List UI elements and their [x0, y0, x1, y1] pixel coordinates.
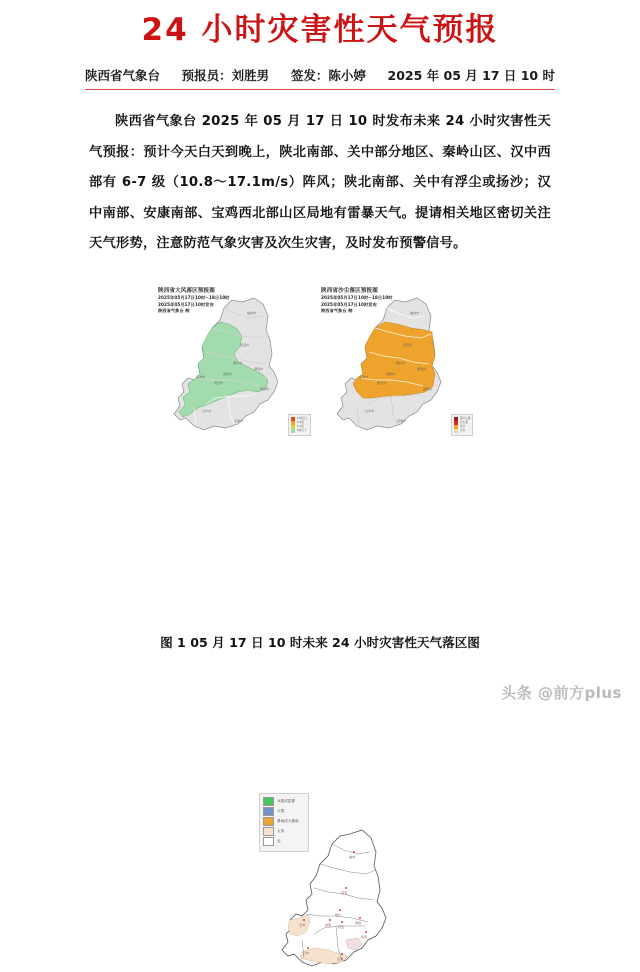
issuing-office: 陕西省气象台	[85, 68, 161, 83]
svg-text:商洛: 商洛	[361, 934, 368, 939]
city-label: 咸阳市	[386, 371, 396, 376]
city-label: 咸阳市	[223, 371, 233, 376]
dust-map-title-text: 陕西省沙尘落区预报图	[321, 287, 378, 294]
issue-datetime: 2025 年 05 月 17 日 10 时	[387, 68, 555, 83]
city-label: 西安市	[377, 380, 387, 385]
city-label: 榆林市	[247, 310, 257, 315]
city-label: 宝鸡市	[196, 374, 206, 379]
legend-label: 冰雹或雷暴	[277, 799, 295, 803]
dust-map-graphic	[313, 274, 473, 474]
dust-forecast-map	[313, 274, 473, 474]
legend-swatch	[263, 807, 274, 816]
city-label: 西安市	[214, 380, 224, 385]
legend-label: 浮尘	[460, 428, 466, 432]
svg-text:延安: 延安	[341, 890, 348, 895]
svg-text:汉中: 汉中	[303, 950, 310, 955]
legend-row	[263, 797, 305, 807]
watermark: 头条 @前方plus	[501, 684, 622, 702]
city-label: 榆林市	[410, 310, 420, 315]
legend-label: 扬沙	[460, 424, 466, 428]
city-label: 宝鸡市	[359, 374, 369, 379]
wind-forecast-map	[150, 274, 310, 474]
wind-map-subtitle-2: 2025年05月17日10时发布	[158, 301, 214, 307]
city-label: 安康市	[397, 418, 407, 423]
city-label: 渭南市	[254, 366, 264, 371]
legend-swatch	[454, 429, 458, 433]
combined-hazard-map	[250, 822, 425, 972]
legend-label: 8-9级	[297, 420, 304, 424]
dust-map-subtitle-3: 陕西省气象台 制	[321, 308, 353, 313]
wind-map-subtitle-3: 陕西省气象台 制	[158, 308, 190, 313]
legend-row	[263, 807, 305, 817]
legend-label: 6-7级	[297, 424, 304, 428]
city-label: 商洛市	[423, 386, 433, 391]
legend-label: 沙尘暴	[460, 420, 468, 424]
legend-label: 10级以上	[297, 416, 309, 420]
legend-label: 6级以下	[297, 428, 307, 432]
dust-map-legend	[451, 414, 473, 436]
legend-swatch	[263, 797, 274, 806]
svg-text:铜川: 铜川	[335, 912, 342, 917]
figure-caption: 图 1 05 月 17 日 10 时未来 24 小时灾害性天气落区图	[160, 634, 480, 650]
svg-text:咸阳: 咸阳	[325, 922, 332, 927]
byline-container	[85, 66, 555, 90]
forecast-body-text: 陕西省气象台 2025 年 05 月 17 日 10 时发布未来 24 小时灾害性天气预报：预计今天白天到晚上，陕北南部、关中部分地区、秦岭山区、汉中西部有 6-7 级（10.8～17.1m/s）阵风；陕北南部、关中有浮尘或扬沙；汉中南部、安康南部、宝鸡西北部山区局地有雷暴天气。提请相关地区密切关注天气形势，注意防范气象灾害及次生灾害，及时发布预警信号。	[89, 114, 551, 251]
svg-text:榆林: 榆林	[349, 854, 356, 859]
dust-map-subtitle-1: 2025年05月17日10时~18日10时	[321, 295, 393, 300]
svg-text:渭南: 渭南	[355, 920, 362, 925]
city-label: 延安市	[240, 342, 250, 347]
signer-name: 签发：陈小婷	[290, 68, 366, 83]
legend-label: 大风	[277, 829, 285, 833]
city-label: 铜川市	[233, 360, 243, 365]
city-label: 渭南市	[417, 366, 427, 371]
city-label: 商洛市	[260, 386, 270, 391]
legend-label: 强沙尘暴	[460, 416, 471, 420]
wind-map-legend	[288, 414, 311, 436]
city-label: 安康市	[234, 418, 244, 423]
dust-map-subtitle-2: 2025年05月17日10时发布	[321, 301, 377, 307]
city-label: 汉中市	[365, 408, 375, 413]
wind-map-graphic	[150, 274, 310, 474]
legend-swatch	[291, 429, 295, 433]
legend-swatches	[454, 417, 458, 433]
city-label: 汉中市	[202, 408, 212, 413]
forecaster-name: 预报员：刘胜男	[181, 68, 270, 83]
page-title: 24 小时灾害性天气预报	[141, 12, 499, 48]
svg-text:安康: 安康	[337, 956, 344, 961]
wind-map-title-text: 陕西省大风落区预报图	[158, 287, 215, 294]
byline	[85, 66, 555, 84]
city-label: 铜川市	[396, 360, 406, 365]
legend-label: 无	[277, 839, 281, 843]
legend-labels	[297, 417, 308, 433]
legend-label: 大雾	[277, 809, 285, 813]
wind-map-subtitle-1: 2025年05月17日10时~18日10时	[158, 295, 230, 300]
city-label: 延安市	[403, 342, 413, 347]
svg-text:宝鸡: 宝鸡	[299, 922, 306, 927]
legend-swatches	[291, 417, 295, 433]
legend-label: 暴雨或大暴雨	[277, 819, 299, 823]
legend-labels	[460, 417, 470, 433]
svg-text:西安: 西安	[338, 924, 345, 929]
map-row	[0, 274, 640, 474]
